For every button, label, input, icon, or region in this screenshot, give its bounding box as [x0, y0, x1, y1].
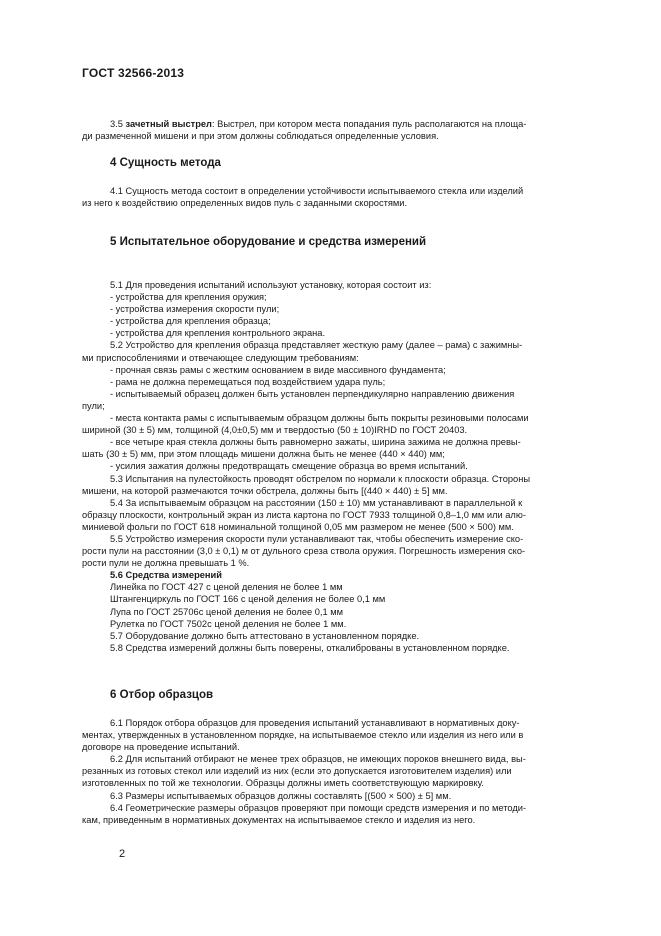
list-item: - прочная связь рамы с жестким основанием в виде массивного фундамента; — [110, 364, 446, 375]
text-line: шириной (30 ± 5) мм, толщиной (4,0±0,5) мм и твердостью (50 ± 10)IRHD по ГОСТ 20403. — [82, 425, 468, 436]
clause-term: зачетный выстрел — [125, 119, 212, 129]
text-line: 5.8 Средства измерений должны быть поверены, откалиброваны в установленном порядке. — [110, 642, 510, 653]
text-line: рости пули не должна превышать 1 %. — [82, 558, 250, 569]
list-item: - устройства измерения скорости пули; — [110, 304, 280, 315]
section-6-body — [82, 717, 614, 826]
list-item: - места контакта рамы с испытываемым образцом должны быть покрыты резиновыми полосами — [110, 413, 529, 424]
text-line: пули; — [82, 400, 105, 411]
text-line: 5.7 Оборудование должно быть аттестовано в установленном порядке. — [110, 630, 420, 641]
text-line: миниевой фольги по ГОСТ 618 номинальной толщиной 0,05 мм размером не менее (500 × 500) мм. — [82, 521, 514, 532]
text-line: 6.3 Размеры испытываемых образцов должны составлять [(500 × 500) ± 5] мм. — [110, 790, 452, 801]
clause-text: ди размеченной мишени и при этом должны соблюдаться определенные условия. — [82, 131, 439, 142]
instrument-item: Линейка по ГОСТ 427 с ценой деления не более 1 мм — [110, 582, 343, 593]
text-line: кам, приведенным в нормативных документах на испытываемое стекло и изделия из него. — [82, 814, 476, 825]
text-line: 5.3 Испытания на пулестойкость проводят обстрелом по нормали к плоскости образца. Стороны — [110, 473, 531, 484]
text-line: изготовленных по той же технологии. Образцы должны иметь соответствующую маркировку. — [82, 778, 484, 789]
clause-3-5 — [82, 118, 614, 142]
list-item: - усилия зажатия должны предотвращать смещение образца во время испытаний. — [110, 461, 468, 472]
text-line: 5.4 За испытываемым образцом на расстоянии (150 ± 10) мм устанавливают в параллельной к — [110, 497, 523, 508]
clause-text: : Выстрел, при котором места попадания пуль располагаются на площа- — [211, 119, 527, 129]
subsection-heading-5-6: 5.6 Средства измерений — [110, 570, 222, 581]
text-line: 6.4 Геометрические размеры образцов проверяют при помощи средств измерения и по методи- — [110, 802, 527, 813]
text-line: 6.1 Порядок отбора образцов для проведения испытаний устанавливают в нормативных доку- — [110, 718, 520, 728]
text-line: 5.5 Устройство измерения скорости пули устанавливают так, чтобы обеспечить измерение ско- — [110, 533, 524, 544]
text-line: 5.1 Для проведения испытаний используют установку, которая состоит из: — [110, 280, 432, 290]
document-code-header: ГОСТ 32566-2013 — [82, 66, 185, 80]
instrument-item: Лупа по ГОСТ 25706с ценой деления не более 0,1 мм — [110, 606, 344, 617]
list-item: - устройства для крепления оружия; — [110, 292, 267, 303]
list-item: - испытываемый образец должен быть установлен перпендикулярно направлению движения — [110, 388, 515, 399]
text-line: рости пули на расстоянии (3,0 ± 0,1) м от дульного среза ствола оружия. Погрешность измерения ско- — [82, 546, 526, 557]
text-line: ми приспособлениями и отвечающее следующим требованиям: — [82, 352, 359, 363]
section-heading-5: 5 Испытательное оборудование и средства измерений — [110, 236, 427, 248]
clause-number: 3.5 — [110, 119, 123, 129]
text-line: договоре на проведение испытаний. — [82, 742, 240, 753]
text-line: ментах, утвержденных в установленном порядке, на испытываемое стекло или изделия из него или в — [82, 730, 524, 741]
text-line: резанных из готовых стекол или изделий из них (если это допускается изготовителем изделия) или — [82, 766, 512, 777]
page-number: 2 — [119, 848, 126, 860]
section-5-body — [82, 279, 614, 654]
list-item: - устройства для крепления контрольного экрана. — [110, 328, 326, 339]
text-line: 5.2 Устройство для крепления образца представляет жесткую раму (далее – рама) с зажимны- — [110, 340, 523, 351]
clause-4-1 — [82, 185, 614, 209]
instrument-item: Рулетка по ГОСТ 7502с ценой деления не более 1 мм. — [110, 618, 347, 629]
instrument-item: Штангенциркуль по ГОСТ 166 с ценой деления не более 0,1 мм — [110, 594, 386, 605]
text-line: 6.2 Для испытаний отбирают не менее трех образцов, не имеющих пороков внешнего вида, вы- — [110, 754, 526, 765]
text-line: 4.1 Сущность метода состоит в определении устойчивости испытываемого стекла или изделий — [110, 186, 524, 196]
list-item: - рама не должна перемещаться под воздействием удара пуль; — [110, 376, 386, 387]
section-heading-4: 4 Сущность метода — [110, 157, 221, 169]
list-item: - устройства для крепления образца; — [110, 316, 271, 327]
text-line: мишени, на которой размечаются точки обстрела, должны быть [(440 × 440) ± 5] мм. — [82, 485, 448, 496]
section-heading-6: 6 Отбор образцов — [110, 689, 214, 701]
list-item: - все четыре края стекла должны быть равномерно зажаты, ширина зажима не должна превы- — [110, 437, 521, 448]
text-line: из него к воздействию определенных видов пуль с заданными скоростями. — [82, 198, 408, 209]
text-line: образцу плоскости, контрольный экран из листа картона по ГОСТ 7933 толщиной 0,8–1,0 мм или алю- — [82, 509, 526, 520]
text-line: шать (30 ± 5) мм, при этом площадь мишени должна быть не менее (440 × 440) мм; — [82, 449, 445, 460]
